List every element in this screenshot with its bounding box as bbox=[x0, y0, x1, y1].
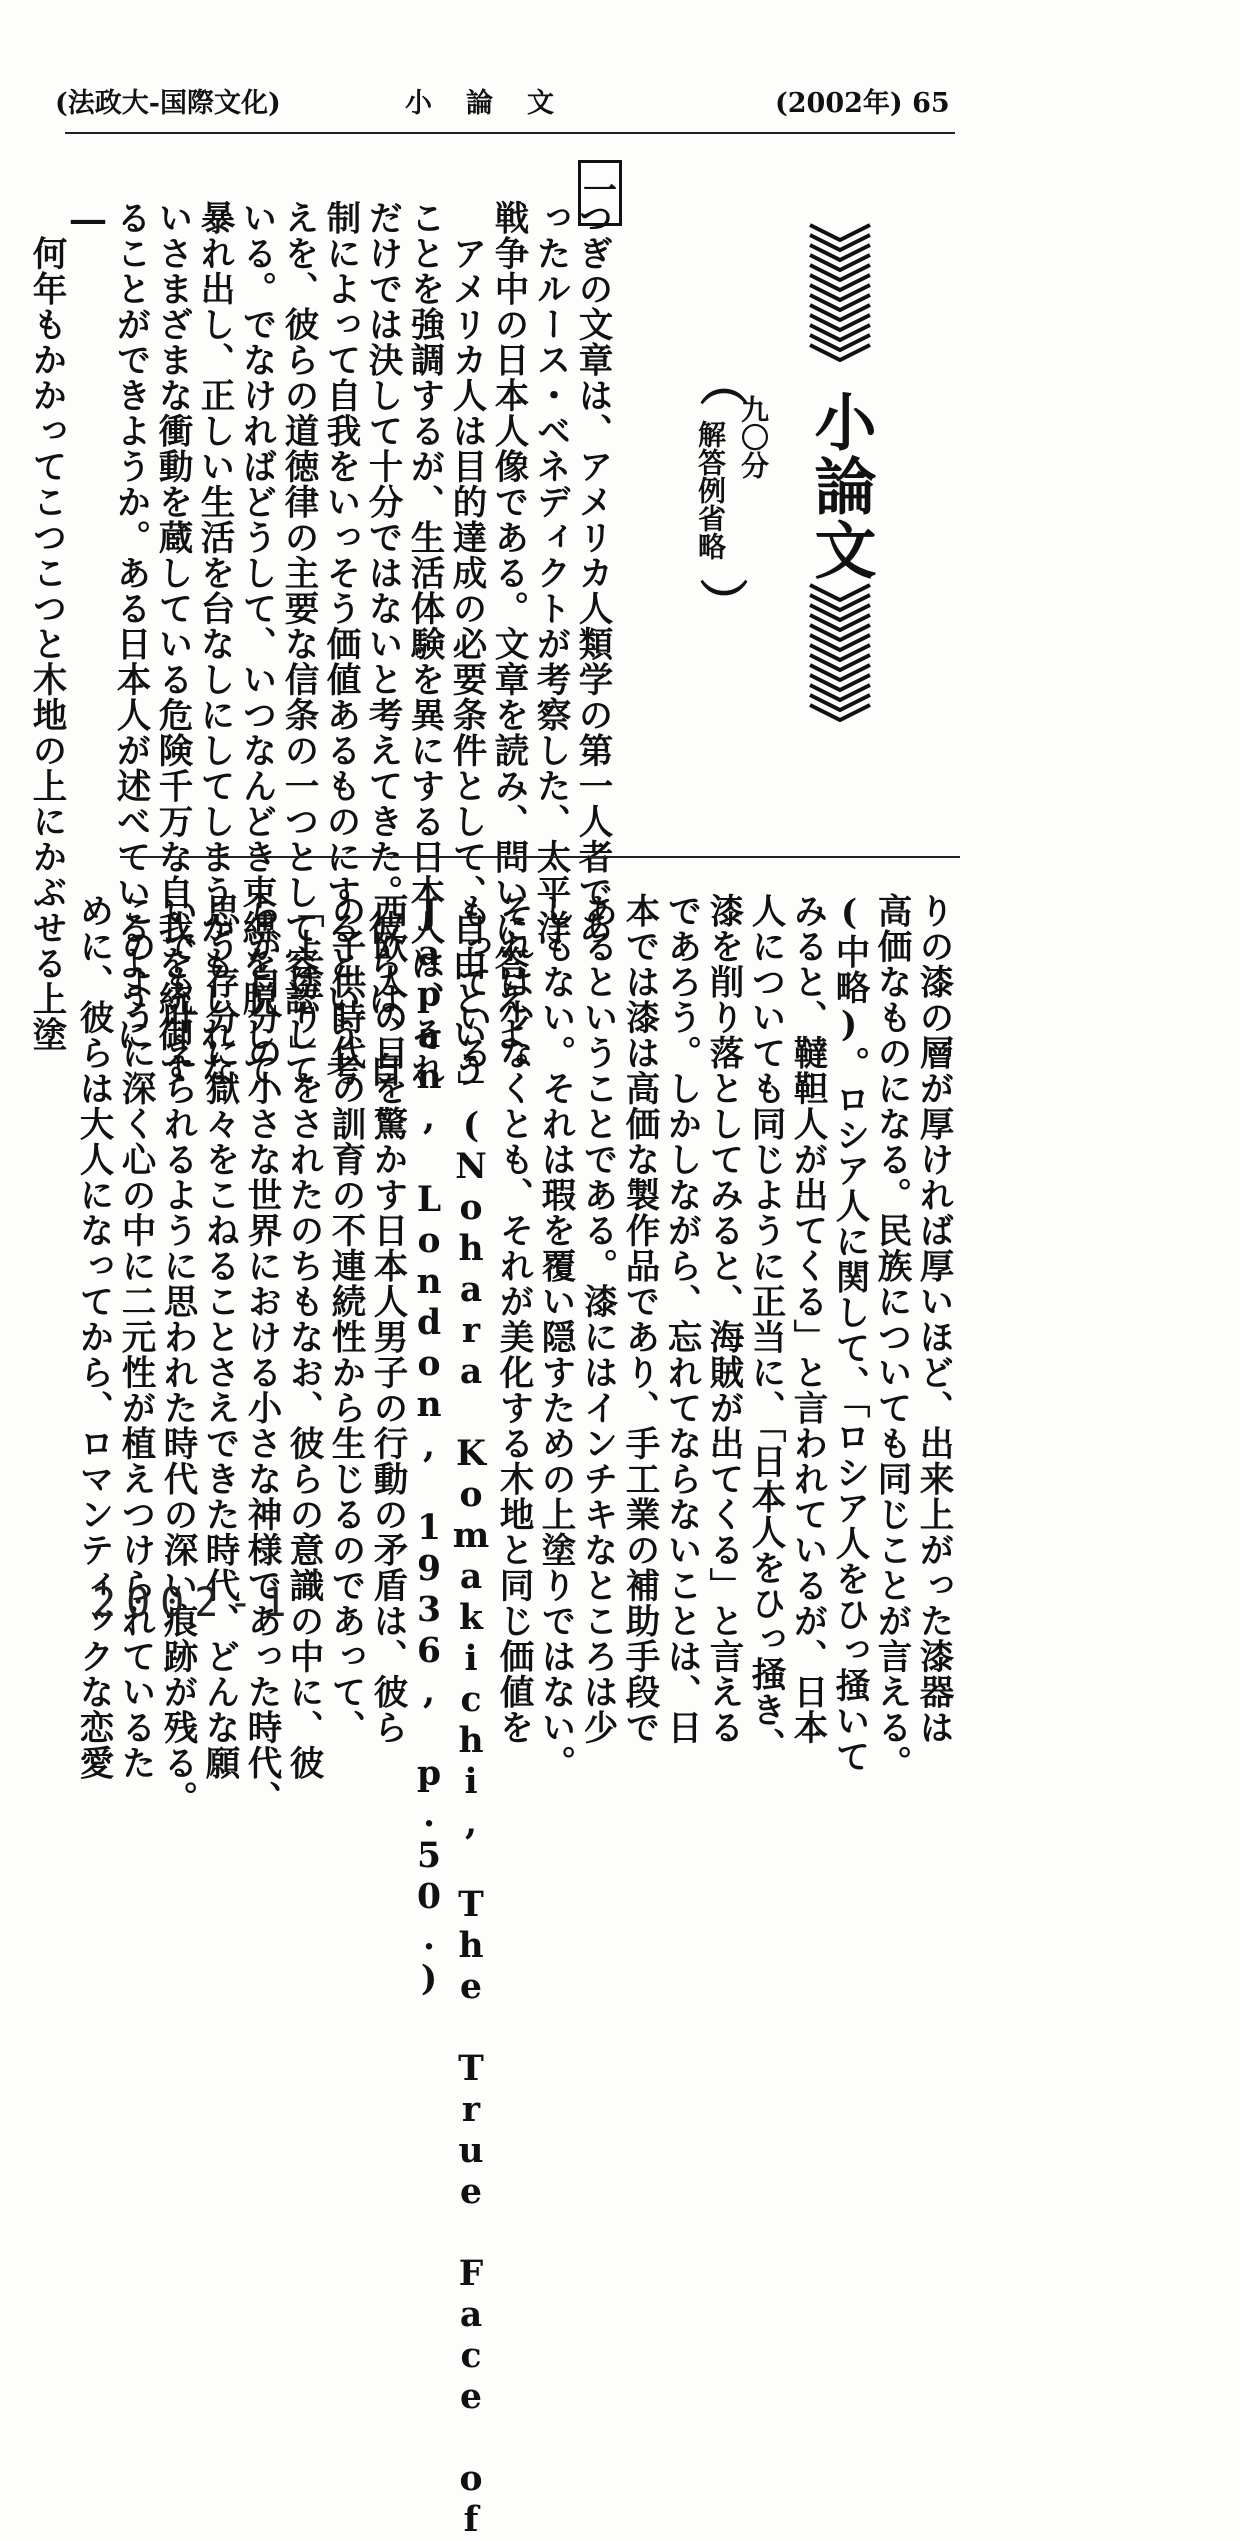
header-university: (法政大-国際文化) bbox=[55, 88, 281, 119]
header-rule bbox=[65, 132, 955, 134]
upper-body-text: つぎの文章は、アメリカ人類学の第一人者であ ったルース・ベネディクトが考察した、太平洋 戦争中の日本人像である。文章を読み、問いに答えよ。 アメリカ人は目的達成の必要条件として、自由という ことを強調するが、生活体験を異にする日本人は、それ だけでは決して十分ではないと考えてきた。彼らは、自 制によって自我をいっそう価値あるものにするという考 えを、彼らの道徳律の主要な信条の一つとして容認して いる。でなければどうして、いつなんどき束縛を脱して 暴れ出し、正しい生活を台なしにしてしまうかもしれな いさまざまな衝動を蔵している危険千万な自我を統御す ることができようか。ある日本人が述べているように ― 何年もかかってこつこつと木地の上にかぶせる上塗 bbox=[26, 200, 612, 1088]
chevron-ornament-bottom-icon bbox=[805, 575, 875, 735]
answer-note bbox=[690, 420, 730, 560]
answer-note-text: 解答例省略 bbox=[694, 420, 727, 560]
note-paren-close: ︶ bbox=[700, 576, 749, 632]
header-subject: 小論文 bbox=[405, 88, 588, 119]
note-paren-open: ︵ bbox=[700, 356, 749, 412]
section-title: 小論文 bbox=[804, 390, 877, 582]
question-number-box: 一 bbox=[578, 160, 622, 226]
lower-body-text: りの漆の層が厚ければ厚いほど、出来上がった漆器は 高価なものになる。民族についても同じことが言える。 (中略)。ロシア人に関して、「ロシア人をひっ掻いて みると、韃靼人が出てくる」と言われているが、日本 人についても同じように正当に、「日本人をひっ掻き、 漆を削り落としてみると、海賊が出てくる」と言える であろう。しかしながら、忘れてならないことは、日 本では漆は高価な製作品であり、手工業の補助手段で あるということである。漆にはインチキなところは少 しもない。それは瑕を覆い隠すための上塗りではない。 それは少なくとも、それが美化する木地と同じ価値を もっている」(Nohara Komakichi, The True Face of Japan, London, 1936, p.50.) 西欧人の目を驚かす日本人男子の行動の矛盾は、彼ら の子供時代の訓育の不連続性から生じるのであって、 「上塗り」をされたのちもなお、彼らの意識の中に、彼 らが自分の小さな世界における小さな神様であった時代、 思う存分に獄々をこねることさえできた時代、どんな願 いでも叶えられるように思われた時代の深い痕跡が残る。 このように深く心の中に二元性が植えつけられているた めに、彼らは大人になってから、ロマンティックな恋愛 bbox=[73, 893, 953, 2541]
section-title-block bbox=[785, 215, 895, 745]
time-note bbox=[735, 395, 771, 575]
time-limit: 九〇分 bbox=[737, 395, 770, 479]
chevron-ornament-top-icon bbox=[805, 215, 875, 375]
header-year-page: (2002年) 65 bbox=[775, 88, 950, 119]
handwritten-note: 2002-1 bbox=[92, 1580, 297, 1626]
middle-rule bbox=[120, 856, 960, 858]
